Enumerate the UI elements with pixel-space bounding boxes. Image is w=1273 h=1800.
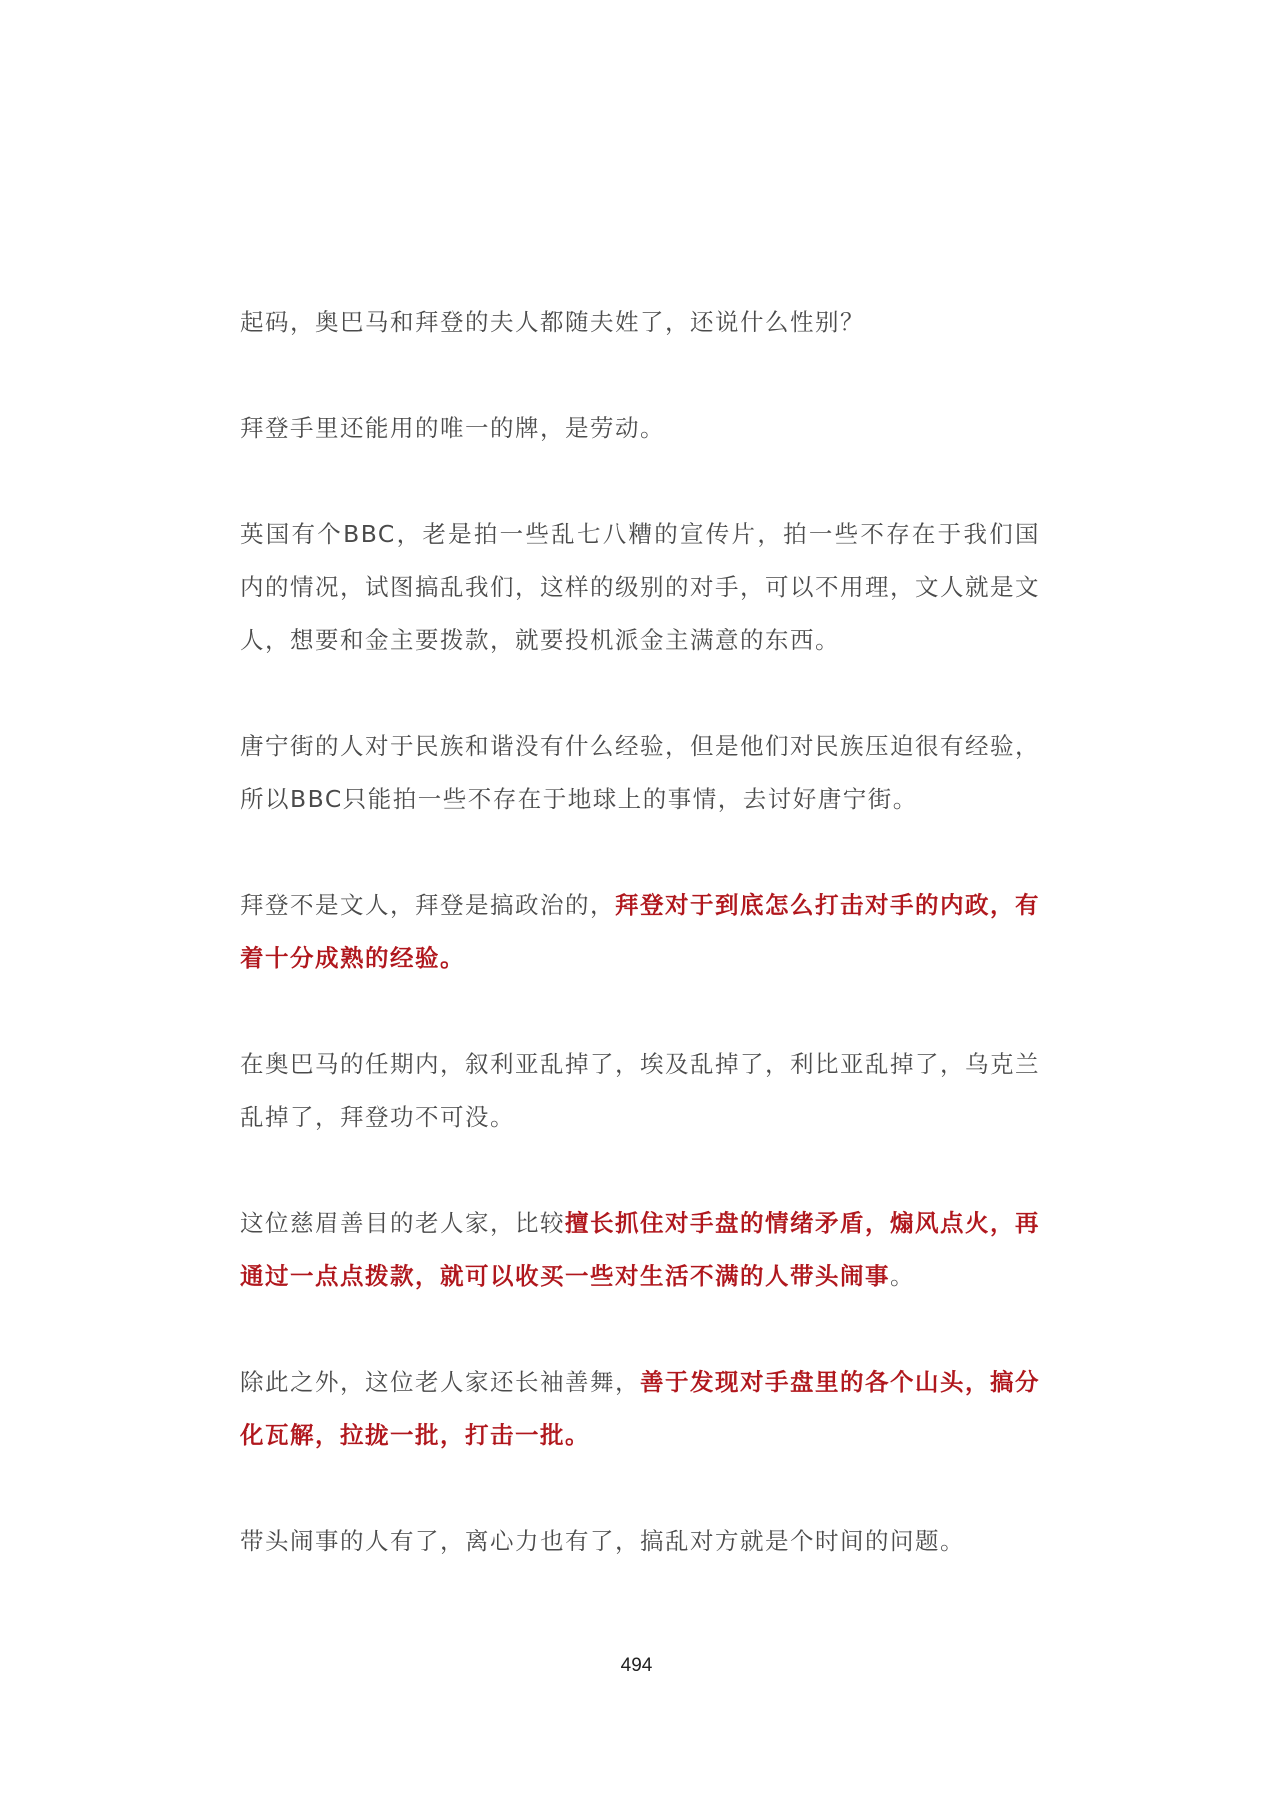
paragraph	[240, 296, 1040, 349]
paragraph-text: 起码，奥巴马和拜登的夫人都随夫姓了，还说什么性别？	[240, 308, 865, 336]
highlighted-text: 善于发现对手盘里的各个山头，搞分化瓦解，拉拢一批，打击一批。	[240, 1368, 1040, 1449]
paragraph	[240, 508, 1040, 667]
paragraph-text: 在奥巴马的任期内，叙利亚乱掉了，埃及乱掉了，利比亚乱掉了，乌克兰乱掉了，拜登功不可没。	[240, 1050, 1040, 1131]
page-number: 494	[620, 1655, 653, 1676]
highlighted-text: 擅长抓住对手盘的情绪矛盾，煽风点火，再通过一点点拨款，就可以收买一些对生活不满的人带头闹事	[240, 1209, 1040, 1290]
paragraph-text: 除此之外，这位老人家还长袖善舞，	[240, 1368, 640, 1396]
paragraph-text: 拜登不是文人，拜登是搞政治的，	[240, 891, 615, 919]
paragraph	[240, 720, 1040, 826]
paragraph	[240, 402, 1040, 455]
paragraph-text: 唐宁街的人对于民族和谐没有什么经验，但是他们对民族压迫很有经验，所以BBC只能拍一些不存在于地球上的事情，去讨好唐宁街。	[240, 732, 1040, 813]
paragraph-text: 拜登手里还能用的唯一的牌，是劳动。	[240, 414, 665, 442]
paragraph	[240, 1038, 1040, 1144]
paragraph	[240, 1515, 1040, 1568]
paragraph-text: 。	[890, 1262, 915, 1290]
highlighted-text: 拜登对于到底怎么打击对手的内政，有着十分成熟的经验。	[240, 891, 1040, 972]
paragraph-text: 这位慈眉善目的老人家，比较	[240, 1209, 565, 1237]
paragraph	[240, 879, 1040, 985]
paragraph-text: 英国有个BBC，老是拍一些乱七八糟的宣传片，拍一些不存在于我们国内的情况，试图搞乱我们，这样的级别的对手，可以不用理，文人就是文人，想要和金主要拨款，就要投机派金主满意的东西。	[240, 520, 1040, 654]
body-text	[240, 296, 1040, 1621]
paragraph	[240, 1356, 1040, 1462]
paragraph-text: 带头闹事的人有了，离心力也有了，搞乱对方就是个时间的问题。	[240, 1527, 965, 1555]
paragraph	[240, 1197, 1040, 1303]
